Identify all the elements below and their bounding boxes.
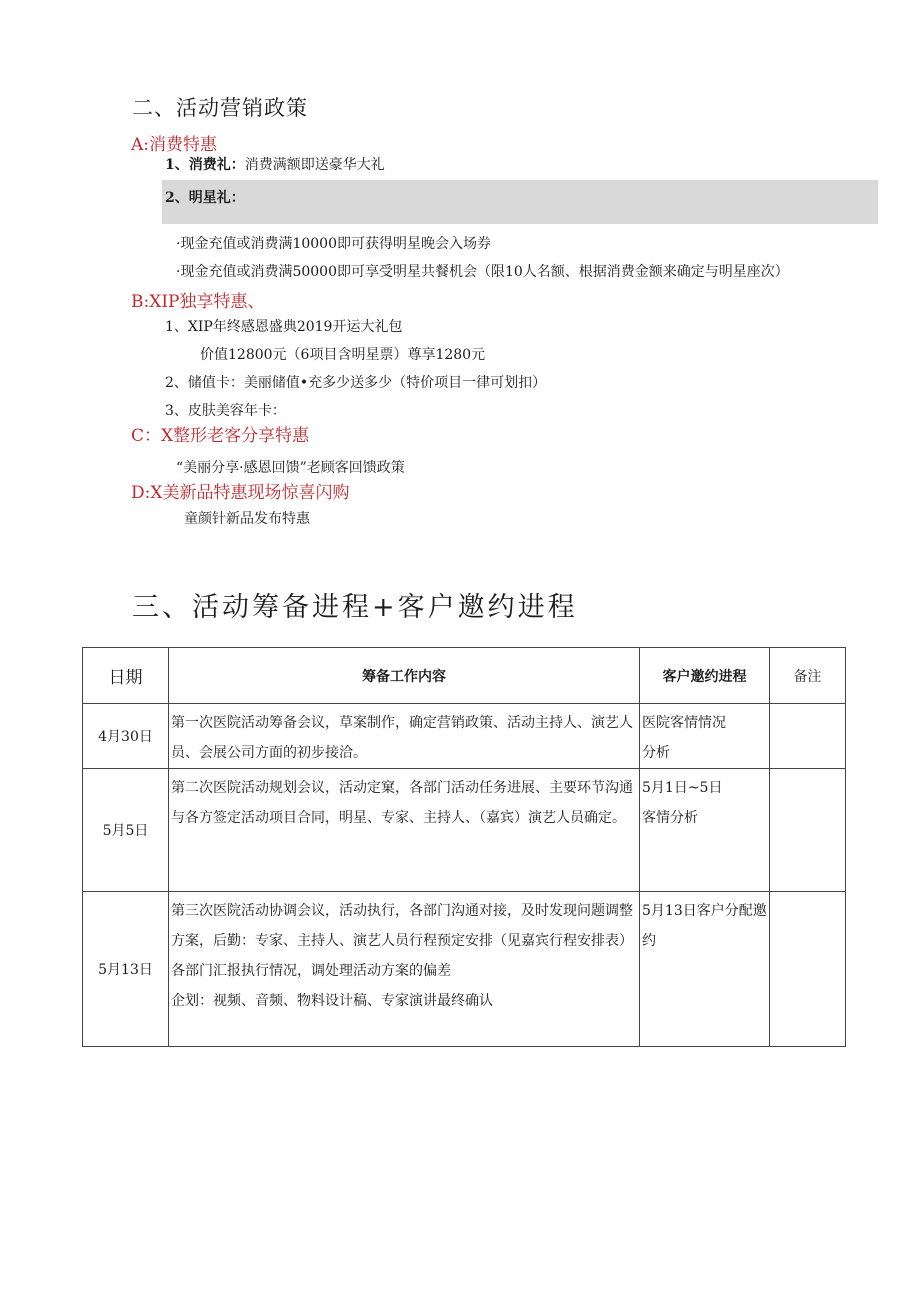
row-invite-line: 5月1日~5日 xyxy=(642,780,723,796)
row-content-line: 企划：视频、音频、物料设计稿、专家演讲最终确认 xyxy=(171,993,493,1009)
header-date: 日期 xyxy=(83,648,169,704)
a-item-1-label: 1、消费礼： xyxy=(165,157,245,173)
table-row xyxy=(83,704,846,769)
table-header-row xyxy=(83,648,846,704)
row-date: 5月13日 xyxy=(83,892,169,1047)
a-bullet-1: ·现金充值或消费满10000即可获得明星晚会入场券 xyxy=(176,236,491,252)
row-invite-line: 5月13日客户分配邀约 xyxy=(642,903,767,949)
row-invite-line: 医院客情情况 xyxy=(642,715,726,731)
row-invite-line: 客情分析 xyxy=(642,810,698,826)
row-note xyxy=(770,704,846,769)
row-invite xyxy=(640,769,770,892)
c-text: “美丽分享·感恩回馈”老顾客回馈政策 xyxy=(176,460,405,476)
section-a-title: A:消费特惠 xyxy=(131,135,218,155)
b-item-1-price: 价值12800元（6项目含明星票）尊享1280元 xyxy=(200,347,486,363)
row-content xyxy=(169,704,640,769)
schedule-table xyxy=(82,647,846,1047)
b-item-1: 1、XIP年终感恩盛典2019开运大礼包 xyxy=(165,319,403,335)
section-2-title: 二、活动营销政策 xyxy=(132,96,308,120)
table-row xyxy=(83,769,846,892)
row-invite xyxy=(640,704,770,769)
highlight-band xyxy=(162,180,878,224)
row-content-line: 第二次医院活动规划会议，活动定窠，各部门活动任务进展、主要环节沟通 xyxy=(171,780,633,796)
header-content: 筹备工作内容 xyxy=(169,648,640,704)
section-c-title: C：X整形老客分享特惠 xyxy=(131,426,310,446)
d-text: 童颜针新品发布特惠 xyxy=(184,511,310,527)
row-content-line: 第三次医院活动协调会议，活动执行，各部门沟通对接，及时发现问题调整方案，后勤：专家、主持人、演艺人员行程预定安排（见嘉宾行程安排表） xyxy=(171,903,633,949)
row-content-line: 与各方签定活动项目合同，明星、专家、主持人、（嘉宾）演艺人员确定。 xyxy=(171,810,626,826)
a-bullet-2: ·现金充值或消费满50000即可享受明星共餐机会（限10人名额、根据消费金额来确定与明星座次） xyxy=(176,264,789,280)
header-note: 备注 xyxy=(770,648,846,704)
row-content-line: 第一次医院活动筹备会议，草案制作，确定营销政策、活动主持人、演艺人员、会展公司方面的初步接洽。 xyxy=(171,715,633,761)
header-invite: 客户邀约进程 xyxy=(640,648,770,704)
row-invite-line: 分析 xyxy=(642,745,670,761)
b-item-2: 2、储值卡：美丽储值•充多少送多少（特价项目一律可划扣） xyxy=(165,375,547,391)
row-content xyxy=(169,769,640,892)
section-b-title: B:XIP独享特惠、 xyxy=(131,292,265,312)
row-note xyxy=(770,769,846,892)
row-date: 5月5日 xyxy=(83,769,169,892)
section-d-title: D:X美新品特惠现场惊喜闪购 xyxy=(131,483,350,503)
b-item-3: 3、皮肤美容年卡： xyxy=(165,403,286,419)
table-row xyxy=(83,892,846,1047)
section-3-title: 三、活动筹备进程+客户邀约进程 xyxy=(132,592,578,623)
row-date: 4月30日 xyxy=(83,704,169,769)
row-content xyxy=(169,892,640,1047)
a-item-1-text: 消费满额即送豪华大礼 xyxy=(244,157,385,173)
row-content-line: 各部门汇报执行情况，调处理活动方案的偏差 xyxy=(171,963,451,979)
a-item-1 xyxy=(165,154,385,174)
row-note xyxy=(770,892,846,1047)
row-invite xyxy=(640,892,770,1047)
a-item-2-label: 2、明星礼： xyxy=(165,190,245,206)
